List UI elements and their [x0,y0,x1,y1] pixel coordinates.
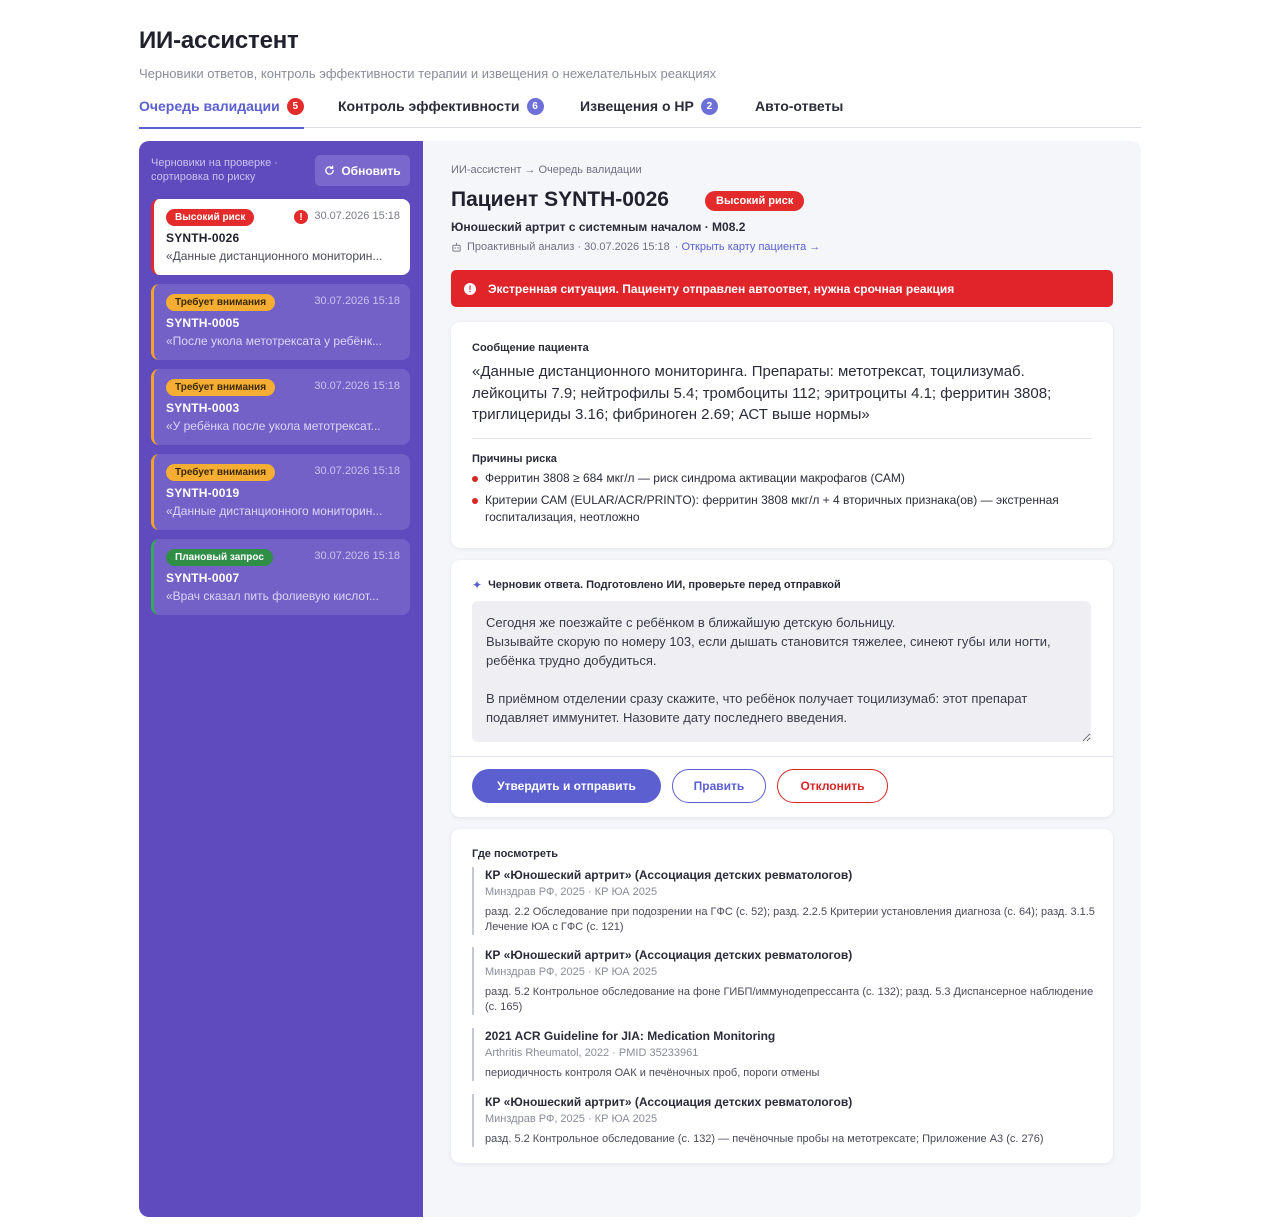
reference-item [472,1028,1097,1081]
tab-bar [139,98,1141,128]
tab-count-badge: 5 [287,98,304,115]
reference-sections: периодичность контроля ОАК и печёночных проб, пороги отмены [485,1067,820,1079]
draft-reply-card [451,560,1113,817]
risk-reason-item: Критерии САМ (EULAR/ACR/PRINTO): ферритин 3808 мкг/л + 4 вторичных признака(ов) — экстренная госпитализация, неотложно [472,492,1092,526]
breadcrumb: ИИ-ассистент → Очередь валидации [451,164,642,176]
robot-icon [451,242,462,253]
queue-item-date: 30.07.2026 15:18 [314,295,400,307]
tab-label: Извещения о НР [580,98,694,114]
queue-item-snippet: «Данные дистанционного мониторин... [166,504,383,518]
draft-header [472,578,841,592]
reference-sections: разд. 2.2 Обследование при подозрении на ГФС (с. 52); разд. 2.2.5 Критерии установления диагноза (с. 64); разд. 3.1.5 Лечение ЮА с ГФС (с. 121) [485,906,1095,933]
reference-sections: разд. 5.2 Контрольное обследование (с. 132) — печёночные пробы на метотрексате; Приложение А3 (с. 276) [485,1133,1044,1145]
divider [472,438,1092,439]
queue-item[interactable] [151,369,410,445]
reference-source: Arthritis Rheumatol, 2022 · PMID 35233961 [485,1047,699,1059]
analysis-meta [451,241,820,253]
risk-badge: Требует внимания [166,464,275,481]
risk-reasons-label: Причины риска [472,453,557,465]
tab-count-badge: 2 [701,98,718,115]
references-card [451,829,1113,1163]
alert-icon: ! [294,210,308,224]
queue-item-snippet: «После укола метотрексата у ребёнк... [166,334,383,348]
risk-chip: Высокий риск [705,191,804,211]
page-title: ИИ-ассистент [139,27,299,54]
tab-count-badge: 6 [527,98,544,115]
patient-title: Пациент SYNTH-0026 [451,188,669,211]
queue-item-patient-id: SYNTH-0026 [166,231,240,245]
approve-and-send-button[interactable]: Утвердить и отправить [472,769,661,803]
alert-text: Экстренная ситуация. Пациенту отправлен автоответ, нужна срочная реакция [488,281,955,296]
reference-title: КР «Юношеский артрит» (Ассоциация детских ревматологов) [485,948,853,962]
sidebar-caption: Черновики на проверке · сортировка по риску [151,157,278,183]
tab-auto-replies[interactable] [755,98,843,128]
risk-badge: Требует внимания [166,294,275,311]
reference-item [472,1094,1097,1147]
reference-item [472,947,1097,1015]
queue-item-date: 30.07.2026 15:18 [314,465,400,477]
edit-button[interactable]: Править [672,769,766,803]
tab-label: Контроль эффективности [338,98,520,114]
queue-item-patient-id: SYNTH-0007 [166,571,240,585]
reject-button[interactable]: Отклонить [777,769,888,803]
tab-efficacy-control[interactable] [338,98,544,128]
alert-icon: ! [464,283,476,295]
queue-item-patient-id: SYNTH-0005 [166,316,240,330]
risk-reasons-list [472,470,1092,531]
risk-badge: Высокий риск [166,209,254,226]
queue-item-patient-id: SYNTH-0019 [166,486,240,500]
references-label: Где посмотреть [472,848,558,860]
tab-validation-queue[interactable] [139,98,304,128]
tab-adr-notices[interactable] [580,98,718,128]
patient-message-text: «Данные дистанционного мониторинга. Препараты: метотрексат, тоцилизумаб. лейкоциты 7.9; нейтрофилы 5.4; тромбоциты 112; эритроциты 4.1; ферритин 3808; триглицериды 3.16; фибриноген 2.69; АСТ выше нормы» [472,363,1052,423]
emergency-alert-banner [451,270,1113,307]
reference-title: КР «Юношеский артрит» (Ассоциация детских ревматологов) [485,868,853,882]
queue-item[interactable] [151,284,410,360]
draft-label: Черновик ответа. Подготовлено ИИ, проверьте перед отправкой [488,579,841,591]
queue-item[interactable] [151,199,410,275]
reference-title: 2021 ACR Guideline for JIA: Medication Monitoring [485,1029,776,1043]
diagnosis: Юношеский артрит с системным началом · M08.2 [451,220,746,234]
validation-queue-sidebar [139,141,423,1217]
queue-item-snippet: «Врач сказал пить фолиевую кислот... [166,589,379,603]
queue-item-patient-id: SYNTH-0003 [166,401,240,415]
queue-item-date: 30.07.2026 15:18 [314,550,400,562]
tab-label: Очередь валидации [139,98,280,114]
risk-badge: Плановый запрос [166,549,273,566]
refresh-button[interactable] [315,155,410,186]
queue-item[interactable] [151,454,410,530]
queue-item-date: 30.07.2026 15:18 [314,380,400,392]
analysis-meta-text: Проактивный анализ · 30.07.2026 15:18 [467,241,670,253]
draft-reply-textarea[interactable] [472,601,1091,742]
reference-sections: разд. 5.2 Контрольное обследование на фоне ГИБП/иммунодепрессанта (с. 132); разд. 5.3 Диспансерное наблюдение (с. 165) [485,986,1094,1013]
patient-message-card [451,322,1113,548]
risk-reason-item: Ферритин 3808 ≥ 684 мкг/л — риск синдрома активации макрофагов (САМ) [472,470,1092,487]
reference-source: Минздрав РФ, 2025 · КР ЮА 2025 [485,886,658,898]
open-patient-card-link[interactable]: · Открыть карту пациента → [674,241,821,253]
risk-badge: Требует внимания [166,379,275,396]
sparkle-icon: ✦ [472,578,483,592]
reference-source: Минздрав РФ, 2025 · КР ЮА 2025 [485,966,658,978]
reference-item [472,867,1097,935]
queue-item-snippet: «У ребёнка после укола метотрексат... [166,419,381,433]
refresh-label: Обновить [341,163,401,178]
queue-item-snippet: «Данные дистанционного мониторин... [166,249,383,263]
queue-item[interactable] [151,539,410,615]
reference-title: КР «Юношеский артрит» (Ассоциация детских ревматологов) [485,1095,853,1109]
page-subtitle: Черновики ответов, контроль эффективности терапии и извещения о нежелательных реакциях [139,66,717,81]
queue-item-date: 30.07.2026 15:18 [314,210,400,222]
divider [451,756,1113,757]
patient-message-label: Сообщение пациента [472,342,589,354]
reference-source: Минздрав РФ, 2025 · КР ЮА 2025 [485,1113,658,1125]
tab-label: Авто-ответы [755,98,844,114]
refresh-icon [324,165,335,176]
workspace [139,141,1141,1217]
